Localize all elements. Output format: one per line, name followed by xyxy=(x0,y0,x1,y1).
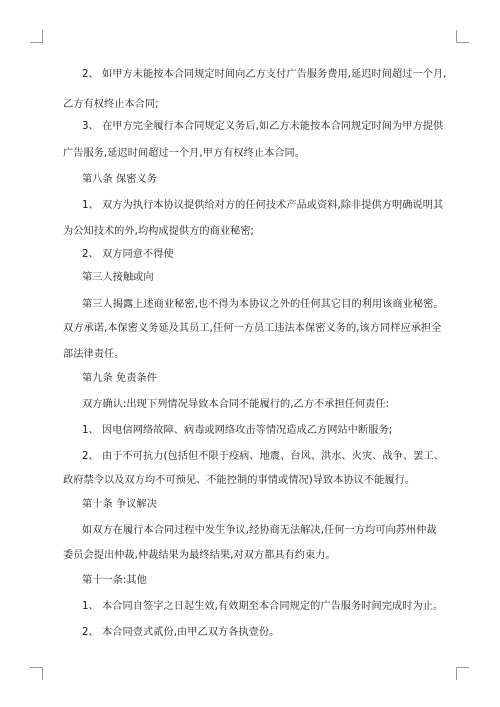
article-10-text-line-2: 委员会提出仲裁,仲裁结果为最终结果,对双方都具有约束力。 xyxy=(63,550,336,561)
clause-7-item-3-line-1: 3、 在甲方完全履行本合同规定义务后,如乙方未能按本合同规定时间为甲方提供 xyxy=(82,121,444,132)
article-10-heading: 第十条 争议解决 xyxy=(82,499,157,510)
article-8-item-1-line-1: 1、 双方为执行本协议提供给对方的任何技术产品或资料,除非提供方明确说明其 xyxy=(82,200,444,211)
article-11-heading: 第十一条:其他 xyxy=(82,575,147,586)
article-9-item-1: 1、 因电信网络故障、病毒或网络攻击等情况造成乙方网站中断服务; xyxy=(82,425,393,436)
article-9-intro: 双方确认:出现下列情况导致本合同不能履行的,乙方不承担任何责任: xyxy=(82,399,390,410)
clause-7-item-3-line-2: 广告服务,延迟时间超过一个月,甲方有权终止本合同。 xyxy=(63,148,306,159)
article-9-item-2-line-1: 2、 由于不可抗力(包括但不限于疫病、地震、台风、洪水、火灾、战争、罢工、 xyxy=(82,451,444,462)
article-11-item-1: 1、 本合同自签字之日起生效,有效期至本合同规定的广告服务时间完成时为止。 xyxy=(82,601,444,612)
article-8-heading: 第八条 保密义务 xyxy=(82,174,157,185)
article-8-item-2-line-4: 双方承诺,本保密义务延及其员工,任何一方员工违法本保密义务的,该方同样应承担全 xyxy=(63,323,442,334)
article-8-item-2-line-3: 第三人揭露上述商业秘密,也不得为本协议之外的任何其它目的利用该商业秘密。 xyxy=(82,299,444,310)
article-8-item-2-line-1: 2、 双方同意不得使 xyxy=(82,249,174,260)
clause-7-item-2-line-2: 乙方有权终止本合同; xyxy=(63,99,159,110)
article-11-item-2: 2、 本合同壹式贰份,由甲乙双方各执壹份。 xyxy=(82,627,280,638)
clause-7-item-2-line-1: 2、 如甲方未能按本合同规定时间向乙方支付广告服务费用,延迟时间超过一个月, xyxy=(82,69,447,80)
article-8-item-2-line-5: 部法律责任。 xyxy=(63,349,125,360)
article-9-item-2-line-2: 政府禁令以及双方均不可预见、不能控制的事情或情况)导致本协议不能履行。 xyxy=(63,475,416,486)
article-10-text-line-1: 如双方在履行本合同过程中发生争议,经协商无法解决,任何一方均可向苏州仲裁 xyxy=(82,525,437,536)
article-8-item-1-line-2: 为公知技术的外,均构成提供方的商业秘密; xyxy=(63,226,255,237)
article-8-item-2-line-2: 第三人接触或向 xyxy=(82,272,154,283)
article-9-heading: 第九条 免责条件 xyxy=(82,373,157,384)
